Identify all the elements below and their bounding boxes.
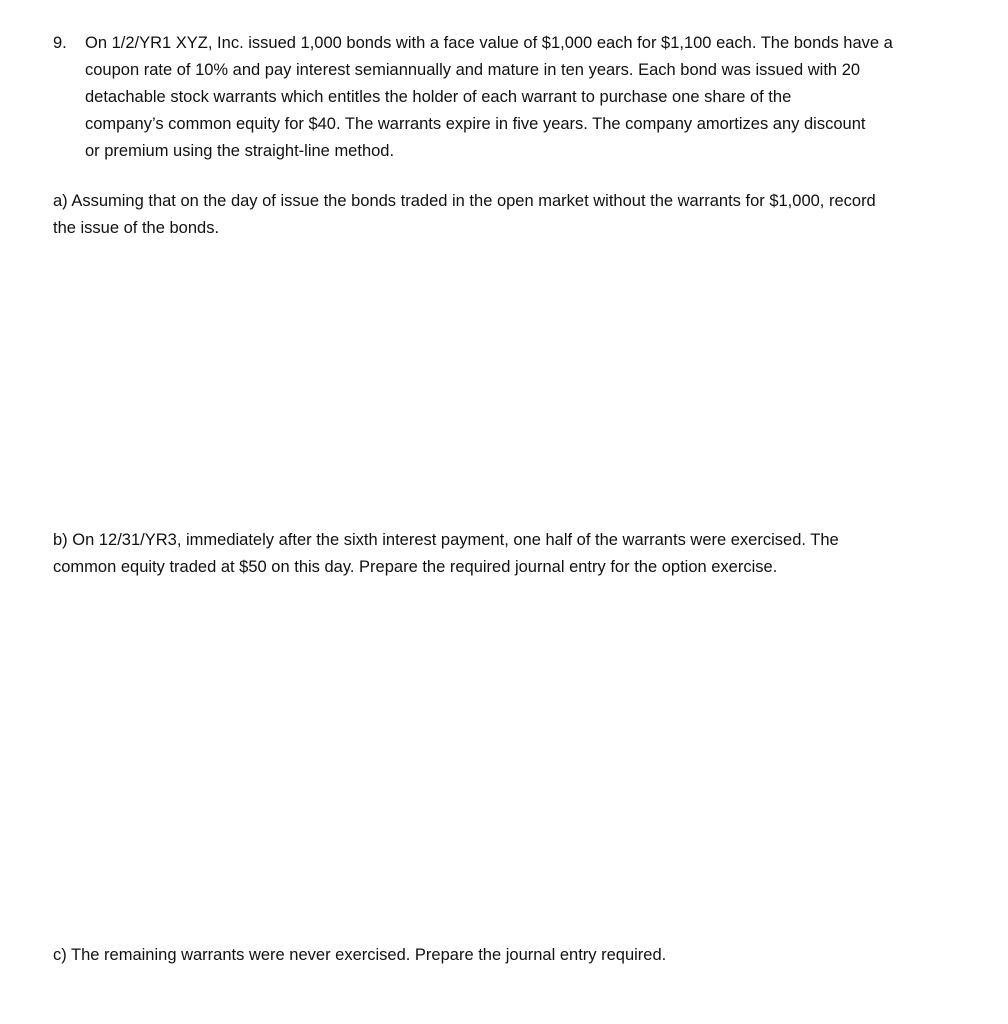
part-a: [53, 188, 876, 242]
question-text-line-2: coupon rate of 10% and pay interest semiannually and mature in ten years. Each bond was issued with 20: [85, 61, 861, 79]
part-c-line-1: c) The remaining warrants were never exercised. Prepare the journal entry required.: [53, 946, 667, 964]
part-b-line-2: common equity traded at $50 on this day. Prepare the required journal entry for the option exercise.: [53, 558, 778, 576]
part-c: [53, 942, 666, 969]
question-text-line-1: On 1/2/YR1 XYZ, Inc. issued 1,000 bonds with a face value of $1,000 each for $1,100 each. The bonds have a: [85, 34, 893, 52]
question-text-line-4: company’s common equity for $40. The warrants expire in five years. The company amortizes any discount: [85, 115, 866, 133]
question-text-line-3: detachable stock warrants which entitles the holder of each warrant to purchase one share of the: [85, 88, 792, 106]
question-number: 9.: [53, 34, 67, 52]
part-a-line-2: the issue of the bonds.: [53, 219, 220, 237]
part-b: [53, 527, 839, 581]
part-b-line-1: b) On 12/31/YR3, immediately after the sixth interest payment, one half of the warrants were exercised. The: [53, 531, 839, 549]
question-text-line-5: or premium using the straight-line method.: [85, 142, 395, 160]
part-a-line-1: a) Assuming that on the day of issue the bonds traded in the open market without the warrants for $1,000, record: [53, 192, 876, 210]
